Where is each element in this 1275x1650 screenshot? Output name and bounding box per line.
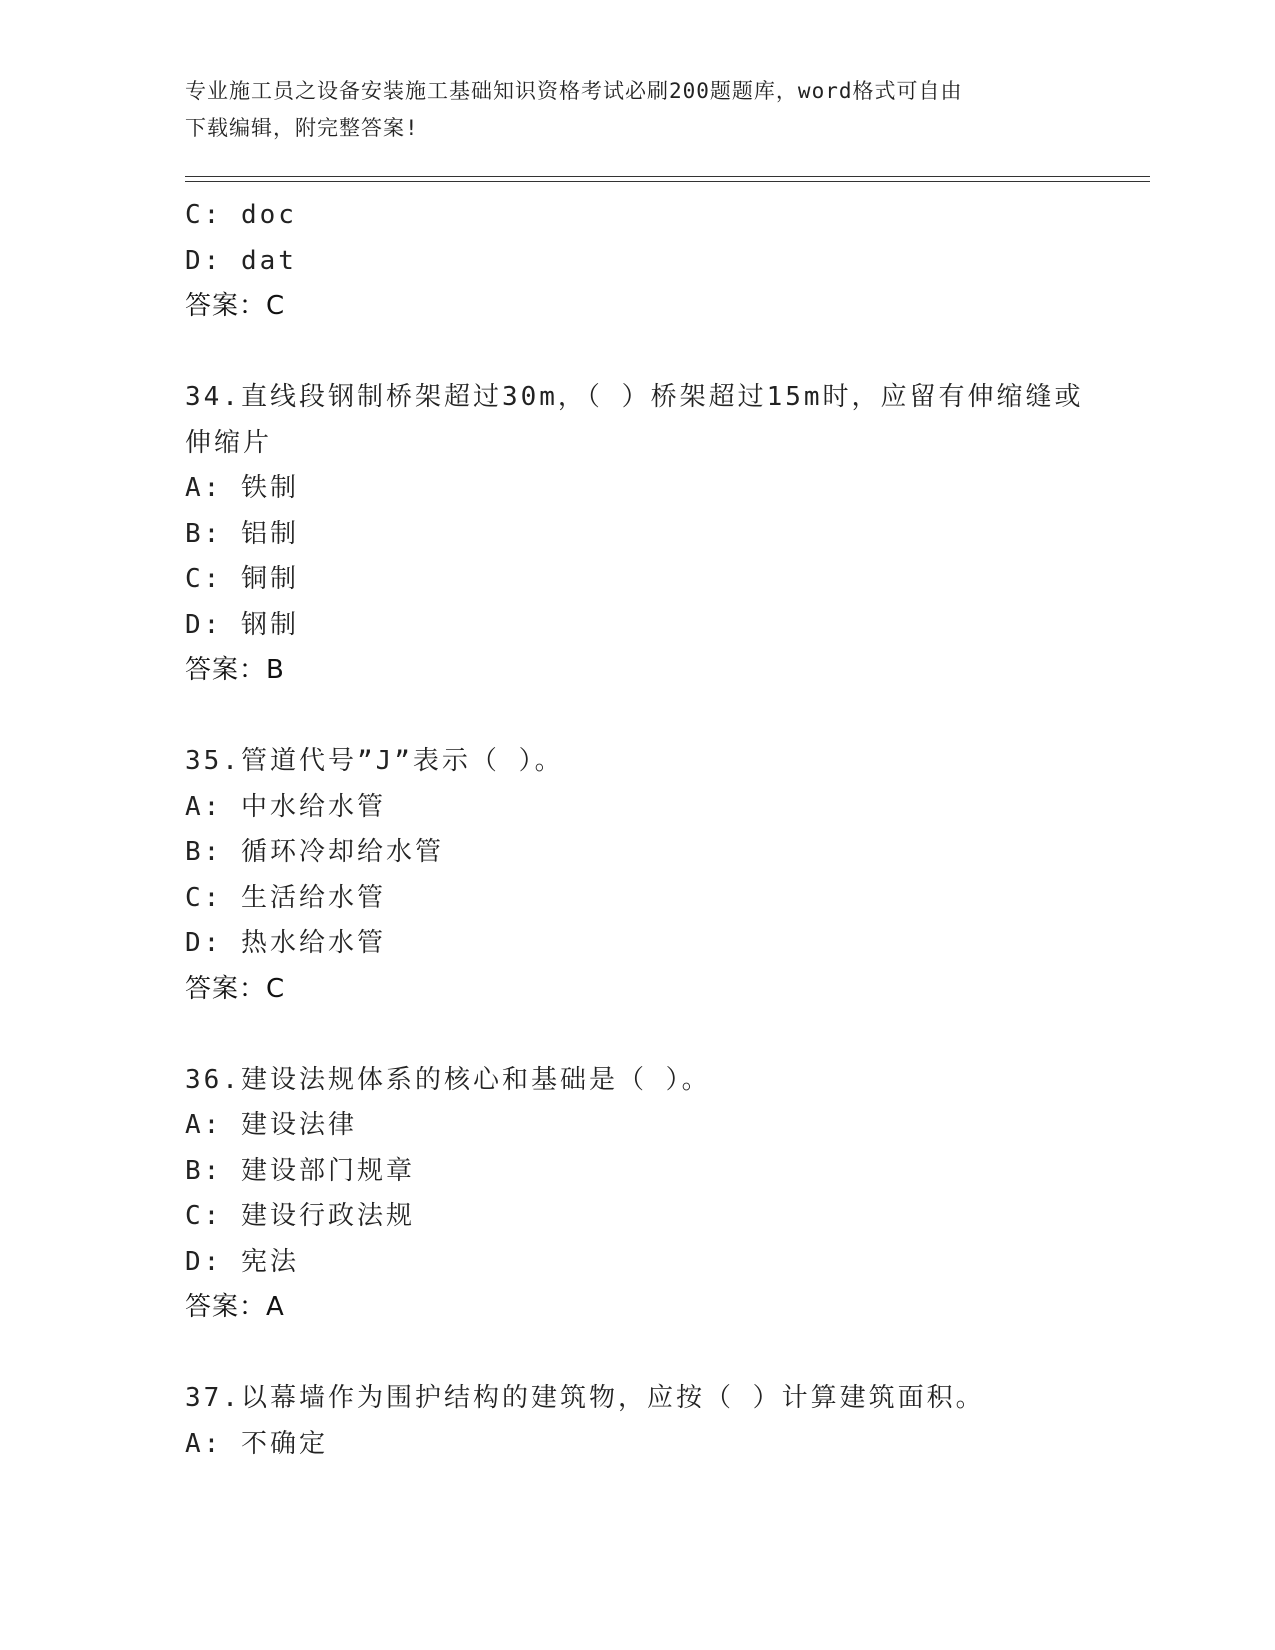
header-divider-top bbox=[185, 176, 1150, 177]
option-d: D: 热水给水管 bbox=[185, 928, 386, 958]
answer-line: 答案：A bbox=[185, 1292, 285, 1322]
document-header bbox=[185, 73, 1065, 147]
option-d: D: 钢制 bbox=[185, 609, 299, 640]
question-stem: 35.管道代号”J”表示（ ）。 bbox=[185, 746, 564, 776]
header-line-2: 下载编辑，附完整答案! bbox=[185, 116, 419, 140]
option-c: C: doc bbox=[185, 200, 297, 230]
header-line-1: 专业施工员之设备安装施工基础知识资格考试必刷200题题库，word格式可自由 bbox=[185, 79, 963, 103]
option-b: B: 铝制 bbox=[185, 518, 299, 549]
question-35 bbox=[185, 739, 1145, 1012]
option-c: C: 建设行政法规 bbox=[185, 1201, 415, 1231]
answer-line: 答案：C bbox=[185, 291, 286, 321]
blank-line bbox=[185, 1012, 1145, 1058]
answer-line: 答案：B bbox=[185, 655, 285, 685]
option-c: C: 铜制 bbox=[185, 564, 299, 594]
option-a: A: 不确定 bbox=[185, 1428, 328, 1459]
question-stem-continued: 伸缩片 bbox=[185, 427, 273, 458]
blank-line bbox=[185, 330, 1145, 376]
question-list bbox=[185, 193, 1145, 1467]
option-d: D: 宪法 bbox=[185, 1246, 299, 1277]
answer-line: 答案：C bbox=[185, 973, 286, 1004]
option-b: B: 循环冷却给水管 bbox=[185, 837, 444, 867]
option-d: D: dat bbox=[185, 245, 297, 276]
question-stem: 34.直线段钢制桥架超过30m，（ ）桥架超过15m时，应留有伸缩缝或 bbox=[185, 382, 1084, 412]
option-a: A: 中水给水管 bbox=[185, 791, 386, 822]
option-c: C: 生活给水管 bbox=[185, 882, 386, 913]
option-b: B: 建设部门规章 bbox=[185, 1155, 415, 1186]
header-divider-bottom bbox=[185, 181, 1150, 182]
option-a: A: 建设法律 bbox=[185, 1110, 357, 1140]
option-a: A: 铁制 bbox=[185, 473, 299, 503]
question-36 bbox=[185, 1058, 1145, 1331]
question-stem: 37.以幕墙作为围护结构的建筑物，应按（ ）计算建筑面积。 bbox=[185, 1383, 985, 1413]
question-stem: 36.建设法规体系的核心和基础是（ ）。 bbox=[185, 1064, 711, 1095]
question-37 bbox=[185, 1376, 1145, 1467]
blank-line bbox=[185, 1331, 1145, 1377]
blank-line bbox=[185, 694, 1145, 740]
question-34 bbox=[185, 375, 1145, 694]
question-33-continuation bbox=[185, 193, 1145, 330]
